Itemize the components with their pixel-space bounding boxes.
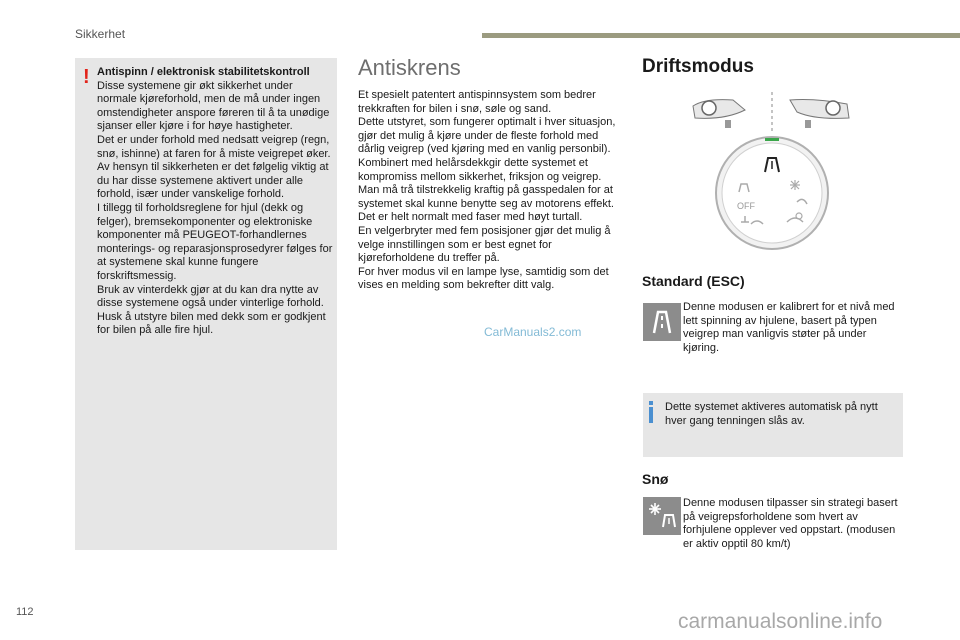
driftsmodus-title: Driftsmodus xyxy=(642,56,754,77)
warning-box xyxy=(75,58,337,550)
info-box xyxy=(643,393,903,457)
standard-mode-icon xyxy=(643,303,681,341)
warning-paragraph: Det er under forhold med nedsatt veigrep (regn, snø, ishinne) at faren for å miste veigrepet øker. Av hensyn til sikkerheten er det følgelig viktig at du har disse systemene aktivert under alle forhold, især under vanskelige forhold. xyxy=(97,133,331,201)
warning-paragraph: Bruk av vinterdekk gjør at du kan dra nytte av disse systemene også under vinterlige forhold. xyxy=(97,283,324,310)
standard-esc-title: Standard (ESC) xyxy=(642,273,745,289)
info-text: Dette systemet aktiveres automatisk på nytt hver gang tenningen slås av. xyxy=(665,401,878,427)
steering-wheel-left-icon xyxy=(693,100,745,128)
warning-paragraph: Disse systemene gir økt sikkerhet under normale kjøreforhold, men de må under ingen omstendigheter anspore føreren til å ta unødige sjanser eller kjøre i for høye hastigheter. xyxy=(97,79,330,133)
antiskrens-paragraph: En velgerbryter med fem posisjoner gjør det mulig å velge innstillingen som er best egnet for kjøreforholdene du treffer på. xyxy=(358,224,611,265)
mode-selector-svg xyxy=(685,88,860,253)
antiskrens-paragraph: Kombinert med helårsdekkgir dette systemet et kompromiss mellom sikkerhet, friksjon og veigrep. xyxy=(358,156,602,183)
snow-mode-icon xyxy=(643,497,681,535)
section-label: Sikkerhet xyxy=(75,27,126,41)
info-icon xyxy=(649,401,653,423)
sno-mode-text: Denne modusen tilpasser sin strategi basert på veigrepsforholdene som hvert av forhjulene opplever ved oppstart. (modusen er aktiv opptil 80 km/t) xyxy=(683,497,898,550)
antiskrens-paragraph: Man må trå tilstrekkelig kraftig på gasspedalen for at systemet skal kunne benytte seg av motorens effekt. Det er helt normalt med faser med høyt turtall. xyxy=(358,184,614,224)
mode-knob xyxy=(716,137,828,249)
warning-exclamation-icon: ! xyxy=(83,66,90,88)
header-rule xyxy=(482,33,960,38)
warning-title: Antispinn / elektronisk stabilitetskontroll xyxy=(97,66,310,78)
antiskrens-paragraph: For hver modus vil en lampe lyse, samtidig som det vises en melding som bekrefter ditt valg. xyxy=(358,265,609,292)
standard-mode-text: Denne modusen er kalibrert for et nivå med lett spinning av hjulene, basert på typen veigrep man vanligvis støter på under kjøring. xyxy=(683,301,895,354)
antiskrens-title: Antiskrens xyxy=(358,55,461,80)
mode-selector-illustration xyxy=(685,88,860,253)
watermark-mid: CarManuals2.com xyxy=(484,325,582,339)
warning-paragraph: I tillegg til forholdsreglene for hjul (dekk og felger), bremsekomponenter og elektroniske komponenter må PEUGEOT-forhandlernes monterings- og reparasjonsprosedyrer følges for at systemene skal kunne fungere forskriftsmessig. xyxy=(97,201,333,282)
steering-wheel-right-icon xyxy=(790,100,849,129)
warning-text xyxy=(97,66,333,338)
warning-paragraph: Husk å utstyre bilen med dekk som er godkjent for bilen på alle fire hjul. xyxy=(97,310,326,337)
antiskrens-text xyxy=(358,89,622,293)
page-number: 112 xyxy=(16,606,34,618)
antiskrens-paragraph: Et spesielt patentert antispinnsystem som bedrer trekkraften for bilen i snø, søle og sand. xyxy=(358,89,596,115)
sno-title: Snø xyxy=(642,471,669,487)
knob-off-label: OFF xyxy=(737,201,755,211)
antiskrens-paragraph: Dette utstyret, som fungerer optimalt i hver situasjon, gjør det mulig å kjøre under de fleste forhold med dårlig veigrep (ved kjøring med en vanlig personbil). xyxy=(358,116,616,156)
watermark-footer: carmanualsonline.info xyxy=(678,610,883,633)
